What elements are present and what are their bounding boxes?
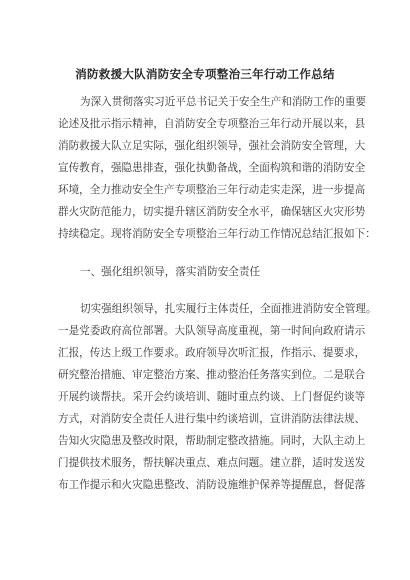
- paragraph-2-text: 开展约谈帮扶。采开会约谈培训、随时重点约谈、上门督促约谈等: [58, 391, 366, 403]
- section-1-heading: 一、强化组织领导，落实消防安全责任: [80, 266, 261, 278]
- paragraph-2-line: [58, 347, 366, 359]
- paragraph-2-text: 告知火灾隐患及整改时限，帮助制定整改措施。同时，大队主动上: [58, 435, 366, 447]
- paragraph-1-line: [58, 184, 366, 196]
- paragraph-1-line: [58, 140, 366, 152]
- paragraph-1-line: [58, 206, 366, 218]
- paragraph-1-text: 论述及批示指示精神，自消防安全专项整治三年行动开展以来，县: [58, 118, 366, 130]
- paragraph-2-text: 切实强组织领导，扎实履行主体责任，全面推进消防安全管理。: [80, 303, 377, 315]
- paragraph-2-text: 研究整治措施、审定整治方案、推动整治任务落实到位。二是联合: [58, 369, 366, 381]
- paragraph-2-text: 布工作提示和火灾隐患整改、消防设施维护保养等提醒息，督促落: [58, 479, 366, 491]
- paragraph-1-line: [58, 162, 366, 174]
- paragraph-2-line: [58, 391, 366, 403]
- paragraph-1-line: [58, 118, 366, 130]
- paragraph-2-text: 一是党委政府高位部署。大队领导高度重视，第一时间向政府请示: [58, 325, 366, 337]
- paragraph-2-text: 方式，对消防安全责任人进行集中约谈培训，宣讲消防法律法规、: [58, 413, 366, 425]
- paragraph-1-text: 宣传教育，强隐患排查，强化执勤备战，全面构筑和谐的消防安全: [58, 162, 366, 174]
- paragraph-2-line: [58, 479, 366, 491]
- paragraph-2-line: [58, 457, 366, 469]
- paragraph-2-text: 汇报，传达上级工作要求。政府领导次听汇报，作指示、提要求，: [58, 347, 366, 359]
- paragraph-2-line: [80, 303, 377, 315]
- document-title: 消防救援大队消防安全专项整治三年行动工作总结: [75, 67, 335, 81]
- paragraph-1-text: 群火灾防范能力，切实提升辖区消防安全水平，确保辖区火灾形势: [58, 206, 366, 218]
- paragraph-2-line: [58, 325, 366, 337]
- paragraph-2-line: [58, 413, 366, 425]
- paragraph-2-line: [58, 435, 366, 447]
- paragraph-1-line: [58, 228, 376, 240]
- paragraph-1-text: 消防救援大队立足实际，强化组织领导，强社会消防安全管理，大: [58, 140, 366, 152]
- paragraph-1-text: 为深入贯彻落实习近平总书记关于安全生产和消防工作的重要: [80, 96, 367, 108]
- paragraph-2-text: 门提供技术服务，帮扶解决重点、难点问题。建立群，适时发送发: [58, 457, 366, 469]
- paragraph-1-text: 环境，全力推动安全生产专项整治三年行动走实走深，进一步提高: [58, 184, 366, 196]
- paragraph-2-line: [58, 369, 366, 381]
- paragraph-1-line: [80, 96, 367, 108]
- paragraph-1-text: 持续稳定。现将消防安全专项整治三年行动工作情况总结汇报如下：: [58, 228, 376, 240]
